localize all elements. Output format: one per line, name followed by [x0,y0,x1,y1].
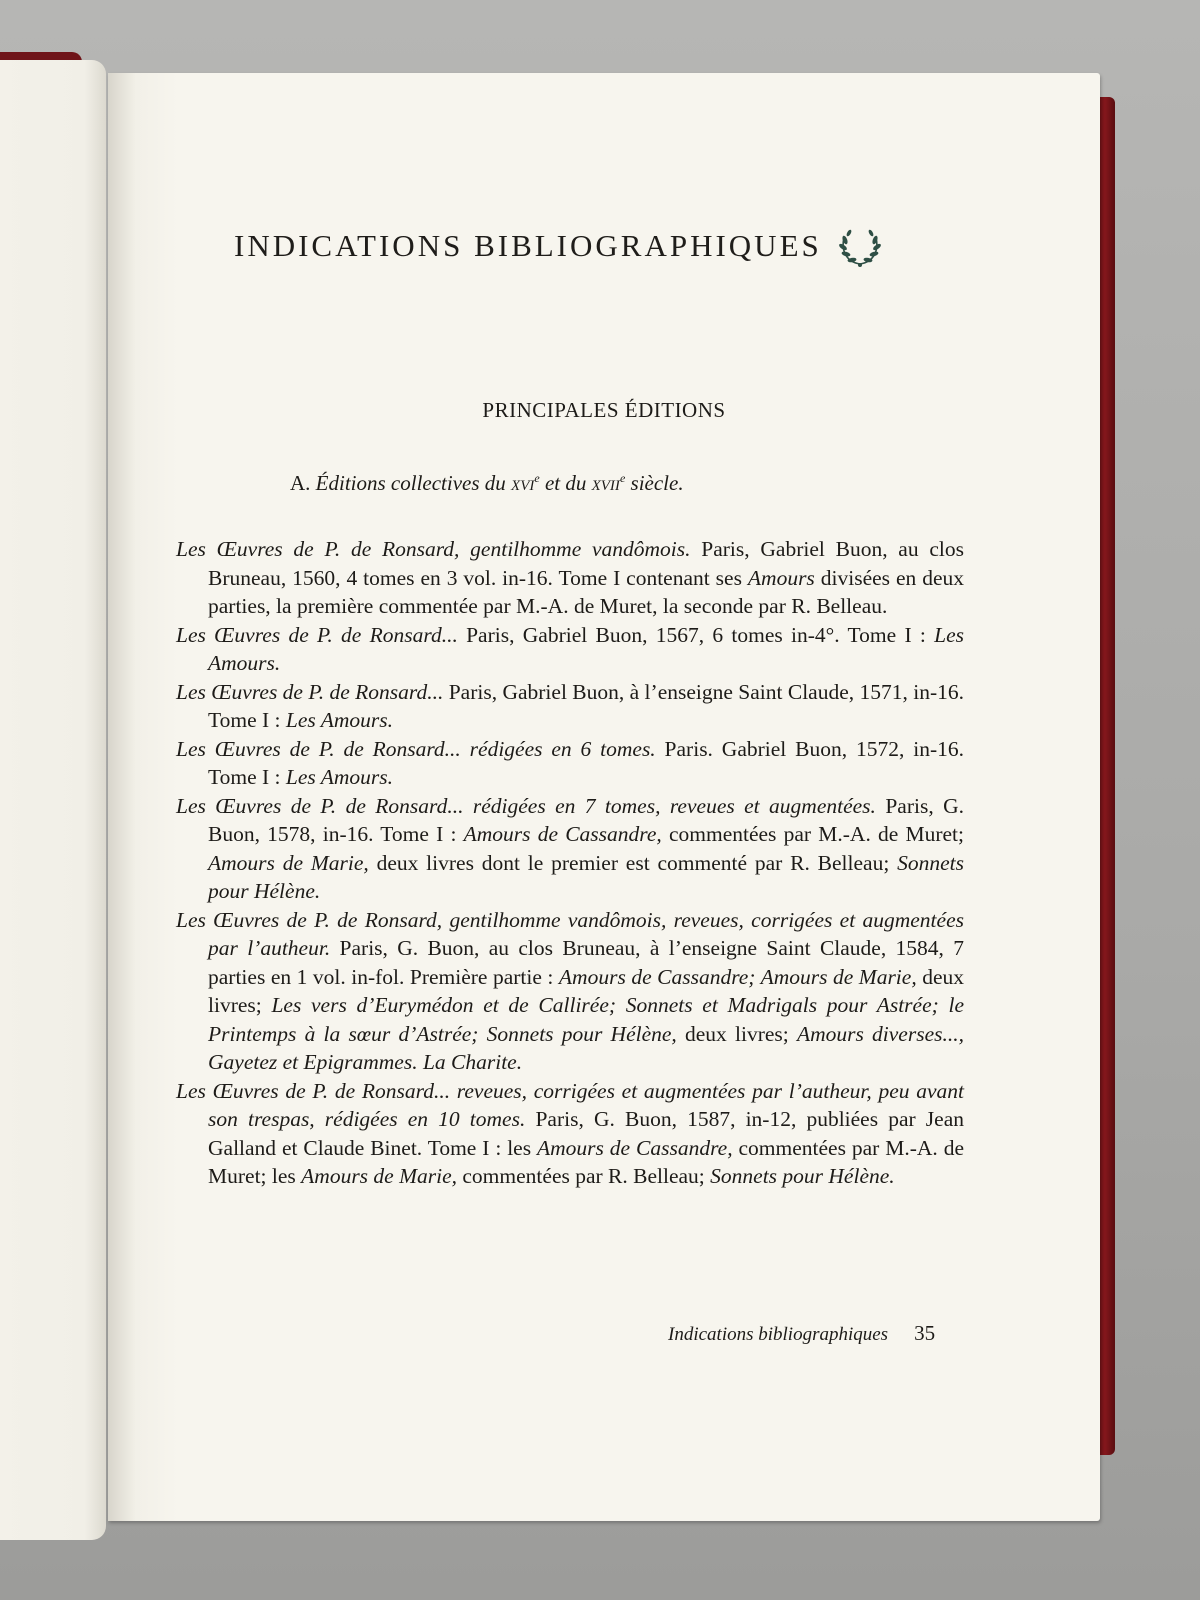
bibliography-entry: Les Œuvres de P. de Ronsard... reveues, corrigées et augmentées par l’autheur, peu avant son trespas, rédigées en 10 tomes. Paris, G. Buon, 1587, in-12, publiées par Jean Galland et Claude Binet. Tome I : les Amours de Cassandre, commentées par M.-A. de Muret; les Amours de Marie, commentées par R. Belleau; Sonnets pour Hélène. [176,1078,964,1188]
bibliography-entry: Les Œuvres de P. de Ronsard... rédigées en 6 tomes. Paris. Gabriel Buon, 1572, in-16. Tome I : Les Amours. [176,736,964,789]
running-head: Indications bibliographiques [668,1324,889,1345]
laurel-wreath-icon [836,222,884,270]
bibliography-entry: Les Œuvres de P. de Ronsard... Paris, Gabriel Buon, 1567, 6 tomes in-4°. Tome I : Les Amours. [176,622,964,675]
bibliography-entry: Les Œuvres de P. de Ronsard, gentilhomme vandômois. Paris, Gabriel Buon, au clos Bruneau, 1560, 4 tomes en 3 vol. in-16. Tome I contenant ses Amours divisées en deux parties, la première commentée par M.-A. de Muret, la seconde par R. Belleau. [176,537,964,618]
left-page [0,60,106,1540]
page-header [234,216,1074,276]
subsection-heading: A. Éditions collectives du xvi$^e$ et du xvii$^e$ siècle. [290,471,684,495]
section-heading: PRINCIPALES ÉDITIONS [482,398,726,422]
page-footer [668,1321,968,1346]
bibliography-list [176,535,964,1191]
page-number: 35 [914,1321,936,1345]
bibliography-entry: Les Œuvres de P. de Ronsard, gentilhomme vandômois, reveues, corrigées et augmentées par l’autheur. Paris, G. Buon, au clos Bruneau, à l’enseigne Saint Claude, 1584, 7 parties en 1 vol. in-fol. Première partie : Amours de Cassandre; Amours de Marie, deux livres; Les vers d’Eurymédon et de Callirée; Sonnets et Madrigals pour Astrée; le Printemps à la sœur d’Astrée; Sonnets pour Hélène, deux livres; Amours diverses..., Gayetez et Epigrammes. La Charite. [176,907,965,1074]
bibliography-entry: Les Œuvres de P. de Ronsard... Paris, Gabriel Buon, à l’enseigne Saint Claude, 1571, in-16. Tome I : Les Amours. [176,679,965,732]
bibliography-entry: Les Œuvres de P. de Ronsard... rédigées en 7 tomes, reveues et augmentées. Paris, G. Buon, 1578, in-16. Tome I : Amours de Cassandre, commentées par M.-A. de Muret; Amours de Marie, deux livres dont le premier est commenté par R. Belleau; Sonnets pour Hélène. [176,793,965,903]
right-page [108,73,1100,1521]
page-title: INDICATIONS BIBLIOGRAPHIQUES [234,228,822,263]
